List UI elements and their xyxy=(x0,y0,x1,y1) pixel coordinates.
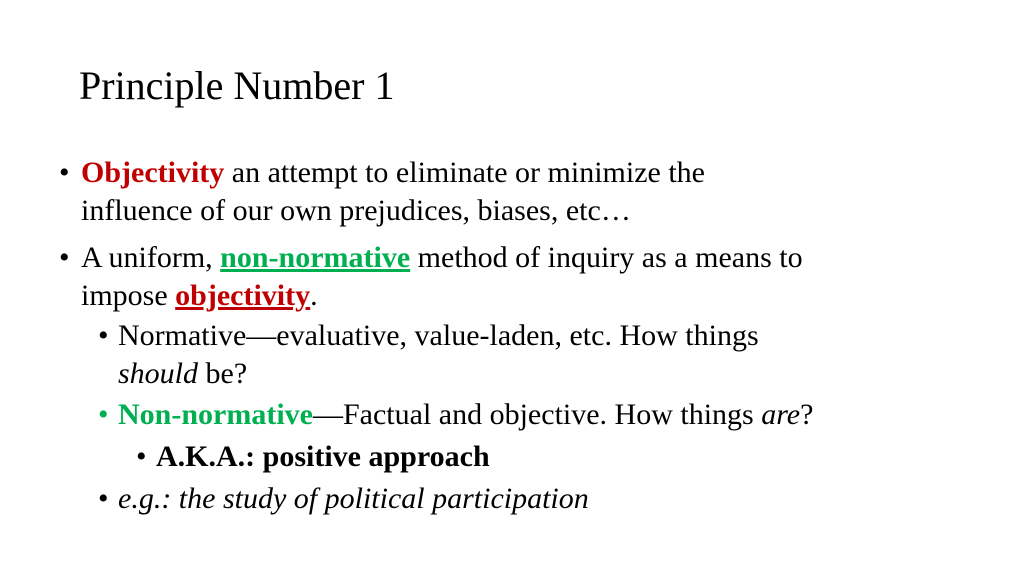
example-text: e.g.: the study of political participation xyxy=(118,482,589,515)
bullet-icon: • xyxy=(59,156,70,189)
bullet-text: . xyxy=(310,279,318,312)
bullet-icon: • xyxy=(98,398,109,431)
term-non-normative-sub: Non-normative xyxy=(118,398,313,431)
bullet-icon: • xyxy=(98,319,109,352)
subbullet-normative xyxy=(98,317,759,355)
bullet-text: Normative—evaluative, value-laden, etc. How things xyxy=(118,319,759,352)
italic-should: should xyxy=(118,357,199,390)
subbullet-normative-cont xyxy=(118,355,247,393)
subbullet-example xyxy=(98,480,589,518)
bullet-text: influence of our own prejudices, biases, etc… xyxy=(81,194,631,227)
term-objectivity-underlined: objectivity xyxy=(175,279,311,312)
bullet-text: —Factual and objective. How things xyxy=(312,398,762,431)
slide-title: Principle Number 1 xyxy=(79,63,395,108)
term-objectivity: Objectivity xyxy=(81,156,225,189)
bullet-uniform-method xyxy=(59,239,803,277)
bullet-text: method of inquiry as a means to xyxy=(410,241,803,274)
bullet-uniform-method-cont xyxy=(81,277,318,315)
bullet-text: an attempt to eliminate or minimize the xyxy=(224,156,705,189)
italic-are: are xyxy=(761,398,801,431)
subsubbullet-aka xyxy=(136,438,490,476)
bullet-objectivity-cont xyxy=(81,192,631,230)
bullet-text: impose xyxy=(81,279,176,312)
bullet-icon: • xyxy=(59,241,70,274)
bullet-icon: • xyxy=(136,440,147,473)
bullet-icon: • xyxy=(98,482,109,515)
subbullet-non-normative xyxy=(98,396,814,434)
term-non-normative: non-normative xyxy=(220,241,411,274)
bullet-text: A uniform, xyxy=(81,241,221,274)
bullet-text: ? xyxy=(800,398,814,431)
bullet-text: be? xyxy=(198,357,248,390)
bullet-objectivity xyxy=(59,154,705,192)
aka-text: A.K.A.: positive approach xyxy=(156,440,490,473)
